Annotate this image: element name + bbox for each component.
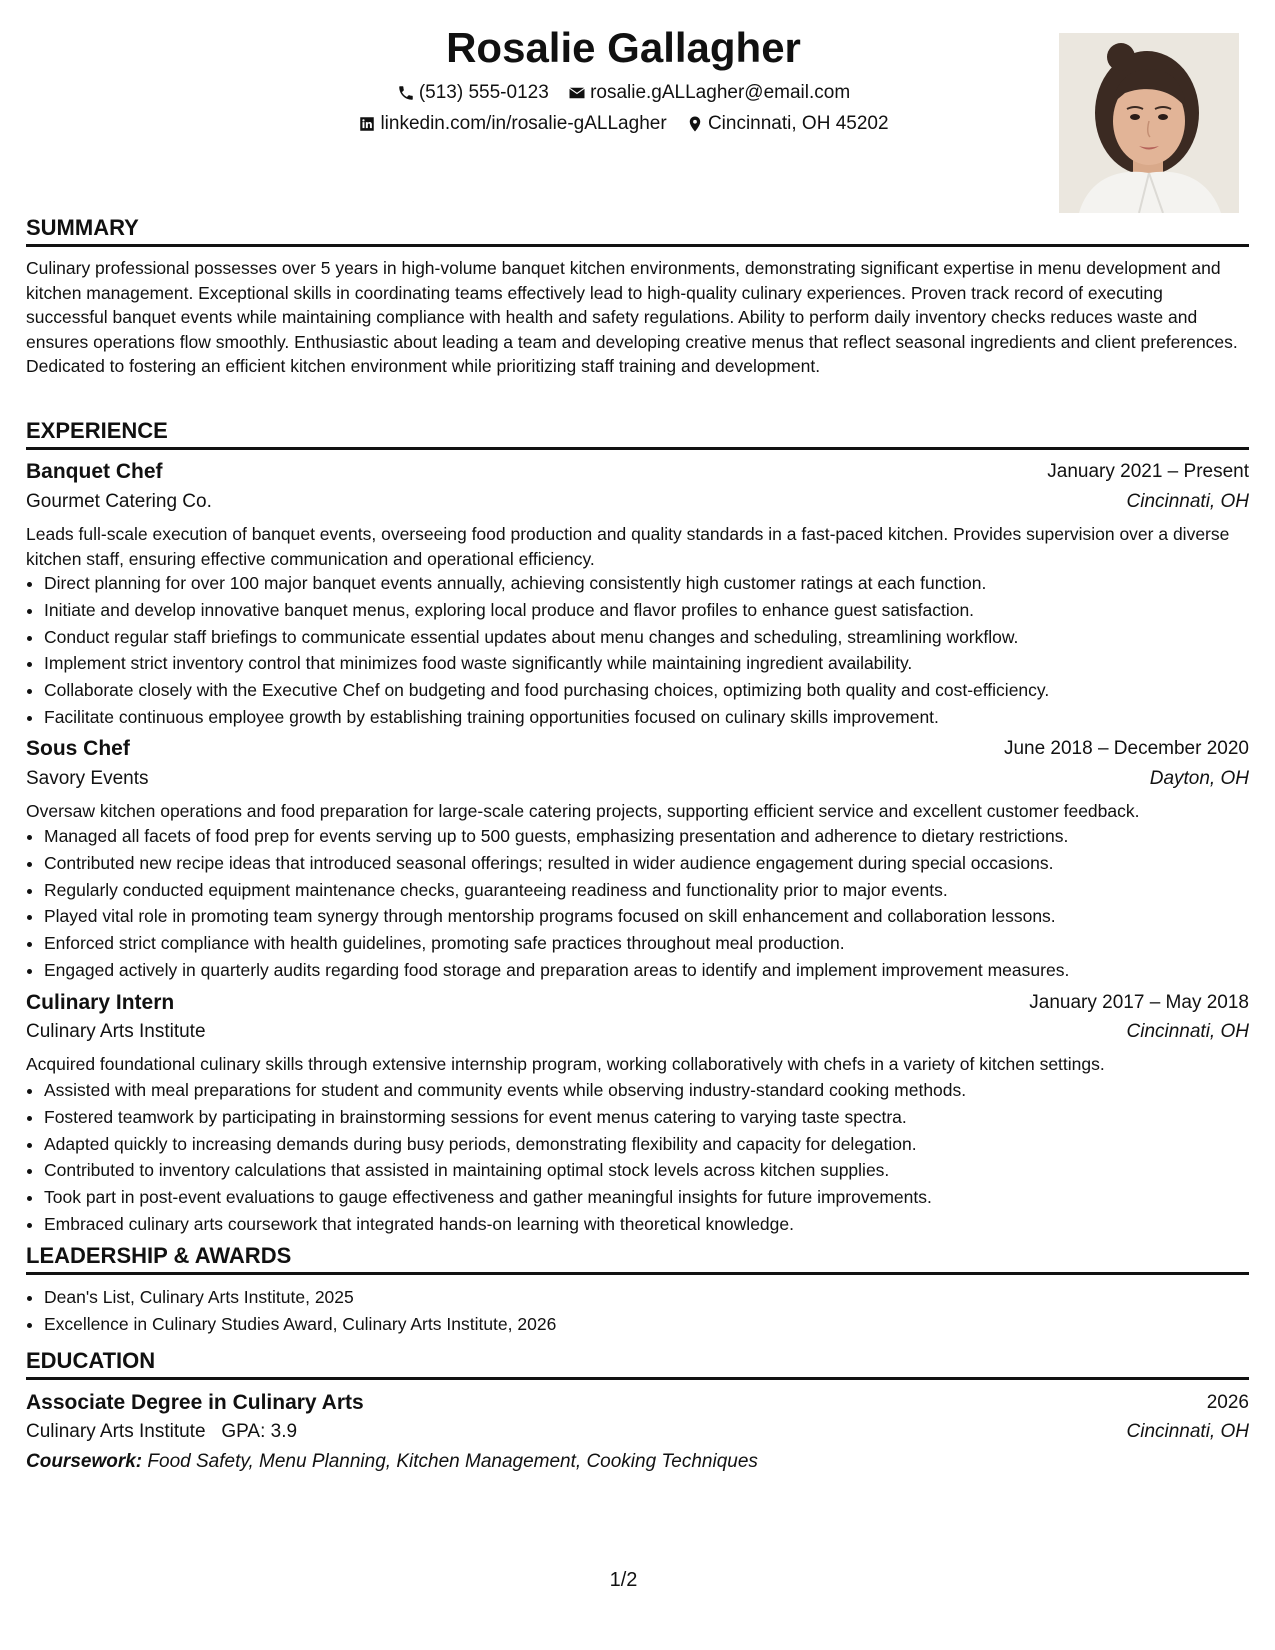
job-bullets — [26, 823, 1267, 984]
job-location: Cincinnati, OH — [1126, 491, 1249, 512]
list-item: • Adapted quickly to increasing demands during busy periods, demonstrating flexibility and capacity for delegation. — [44, 1131, 1267, 1158]
list-item: • Regularly conducted equipment maintenance checks, guaranteeing readiness and functionality prior to major events. — [44, 877, 1267, 904]
page-number: 1/2 — [609, 1569, 638, 1591]
degree-title: Associate Degree in Culinary Arts — [26, 1391, 364, 1414]
degree-year: 2026 — [1206, 1392, 1249, 1413]
school-name: Culinary Arts Institute — [26, 1421, 206, 1442]
job-company: Gourmet Catering Co. — [26, 491, 212, 512]
job-company: Savory Events — [26, 768, 149, 789]
list-item: • Initiate and develop innovative banquet menus, exploring local produce and flavor profiles to enhance guest satisfaction. — [44, 597, 1267, 624]
section-title-education: EDUCATION — [26, 1348, 1249, 1380]
resume-page — [26, 0, 1249, 1650]
list-item: • Assisted with meal preparations for student and community events while observing industry-standard cooking methods. — [44, 1077, 1267, 1104]
job-dates: June 2018 – December 2020 — [1003, 738, 1249, 759]
resume-header — [26, 0, 1249, 215]
email-contact[interactable] — [568, 81, 850, 105]
linkedin-text: linkedin.com/in/rosalie-gALLagher — [380, 113, 667, 134]
coursework-label: Coursework: — [26, 1451, 143, 1472]
profile-photo-image — [1059, 33, 1239, 213]
gpa: GPA: 3.9 — [221, 1421, 298, 1442]
list-item: • Embraced culinary arts coursework that integrated hands-on learning with theoretical knowledge. — [44, 1211, 1267, 1238]
list-item: • Took part in post-event evaluations to gauge effectiveness and gather meaningful insights for future improvements. — [44, 1184, 1267, 1211]
linkedin-icon — [358, 115, 376, 133]
job-location: Dayton, OH — [1149, 768, 1249, 789]
section-title-summary: SUMMARY — [26, 215, 1249, 247]
job-description: Oversaw kitchen operations and food preparation for large-scale catering projects, supporting efficient service and excellent customer feedback. — [26, 801, 1140, 821]
school-location: Cincinnati, OH — [1126, 1421, 1249, 1442]
job-title: Banquet Chef — [26, 460, 163, 483]
email-text: rosalie.gALLagher@email.com — [590, 82, 851, 103]
job-bullets — [26, 570, 1267, 731]
list-item: • Direct planning for over 100 major banquet events annually, achieving consistently high customer ratings at each function. — [44, 570, 1267, 597]
location-contact — [686, 112, 889, 136]
summary-text: Culinary professional possesses over 5 years in high-volume banquet kitchen environments, demonstrating significant expertise in menu development and kitchen management. Exceptional skills in coordinating teams effectively lead to high-quality culinary experiences. Proven track record of executing successful banquet events while maintaining compliance with health and safety regulations. Ability to perform daily inventory checks reduces waste and ensures operations flow smoothly. Enthusiastic about leading a team and developing creative menus that reflect seasonal ingredients and client preferences. Dedicated to fostering an efficient kitchen environment while prioritizing staff training and development. — [26, 258, 1238, 376]
phone-contact — [397, 81, 549, 105]
list-item: • Fostered teamwork by participating in brainstorming sessions for event menus catering to varying taste spectra. — [44, 1104, 1267, 1131]
job-description: Leads full-scale execution of banquet events, overseeing food production and quality standards in a fast-paced kitchen. Provides supervision over a diverse kitchen staff, ensuring effective communication and operational efficiency. — [26, 524, 1230, 569]
list-item: • Played vital role in promoting team synergy through mentorship programs focused on skill enhancement and collaboration lessons. — [44, 903, 1267, 930]
school-line — [26, 1419, 297, 1445]
list-item: • Engaged actively in quarterly audits regarding food storage and preparation areas to identify and implement improvement measures. — [44, 957, 1267, 984]
map-pin-icon — [686, 115, 704, 133]
list-item: • Implement strict inventory control that minimizes food waste significantly while maintaining ingredient availability. — [44, 650, 1267, 677]
envelope-icon — [568, 84, 586, 102]
linkedin-contact[interactable] — [358, 112, 666, 136]
list-item: • Enforced strict compliance with health guidelines, promoting safe practices throughout meal production. — [44, 930, 1267, 957]
phone-icon — [397, 84, 415, 102]
section-title-leadership: LEADERSHIP & AWARDS — [26, 1243, 1249, 1275]
coursework-list: Food Safety, Menu Planning, Kitchen Management, Cooking Techniques — [147, 1451, 758, 1472]
candidate-name: Rosalie Gallagher — [446, 24, 801, 71]
job-title: Sous Chef — [26, 737, 130, 760]
job-description: Acquired foundational culinary skills through extensive internship program, working collaboratively with chefs in a variety of kitchen settings. — [26, 1054, 1105, 1074]
job-dates: January 2021 – Present — [1047, 461, 1249, 482]
list-item: • Dean's List, Culinary Arts Institute, 2025 — [44, 1284, 1267, 1311]
list-item: • Excellence in Culinary Studies Award, Culinary Arts Institute, 2026 — [44, 1311, 1267, 1338]
job-company: Culinary Arts Institute — [26, 1021, 206, 1042]
list-item: • Collaborate closely with the Executive Chef on budgeting and food purchasing choices, optimizing both quality and cost-efficiency. — [44, 677, 1267, 704]
list-item: • Conduct regular staff briefings to communicate essential updates about menu changes and scheduling, streamlining workflow. — [44, 624, 1267, 651]
location-text: Cincinnati, OH 45202 — [707, 113, 889, 134]
contact-row-2 — [12, 112, 1235, 140]
list-item: • Contributed to inventory calculations that assisted in maintaining optimal stock levels across kitchen supplies. — [44, 1157, 1267, 1184]
phone-text: (513) 555-0123 — [418, 82, 549, 103]
contact-row-1 — [12, 81, 1235, 109]
profile-photo — [1059, 33, 1239, 213]
list-item: • Facilitate continuous employee growth by establishing training opportunities focused on culinary skills improvement. — [44, 704, 1267, 731]
job-location: Cincinnati, OH — [1126, 1021, 1249, 1042]
section-title-experience: EXPERIENCE — [26, 418, 1249, 450]
job-title: Culinary Intern — [26, 991, 175, 1014]
job-bullets — [26, 1077, 1267, 1238]
awards-list — [26, 1284, 1267, 1338]
job-dates: January 2017 – May 2018 — [1029, 992, 1249, 1013]
list-item: • Managed all facets of food prep for events serving up to 500 guests, emphasizing presentation and adherence to dietary restrictions. — [44, 823, 1267, 850]
coursework — [26, 1449, 758, 1475]
list-item: • Contributed new recipe ideas that introduced seasonal offerings; resulted in wider audience engagement during special occasions. — [44, 850, 1267, 877]
